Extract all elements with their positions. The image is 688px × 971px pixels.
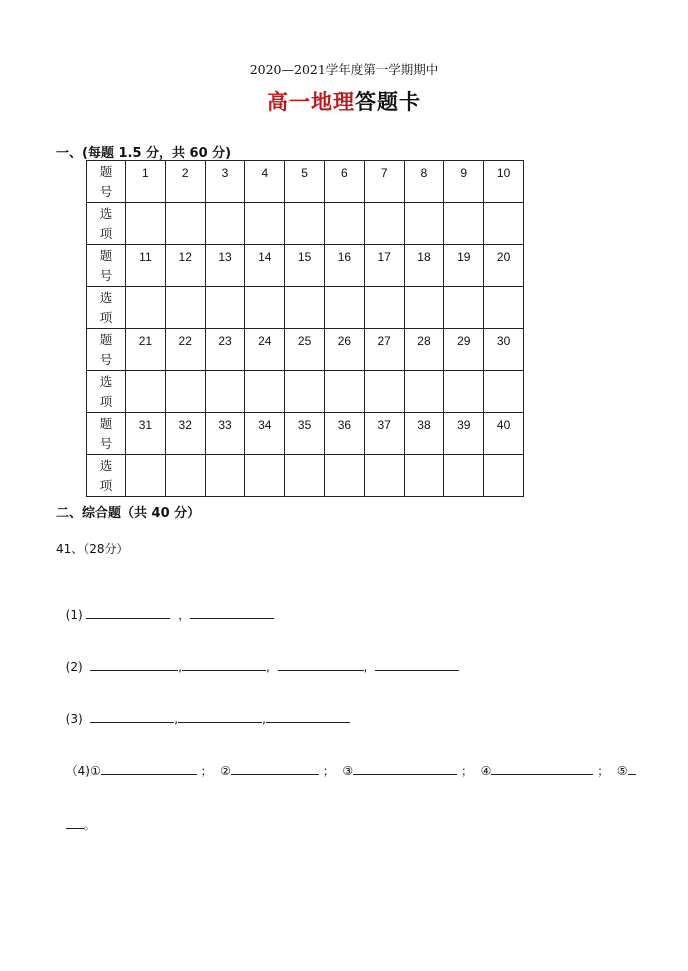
number-row <box>87 413 524 455</box>
answer-cell-29[interactable] <box>444 371 484 413</box>
row-label-number: 题 号 <box>87 329 126 371</box>
answer-cell-5[interactable] <box>285 203 325 245</box>
question-number-cell: 14 <box>245 245 285 287</box>
question-number-cell: 33 <box>205 413 245 455</box>
question-41-part4-continued <box>58 802 96 833</box>
answer-cell-16[interactable] <box>324 287 364 329</box>
answer-cell-1[interactable] <box>126 203 166 245</box>
answer-cell-39[interactable] <box>444 455 484 497</box>
answer-cell-15[interactable] <box>285 287 325 329</box>
answer-cell-11[interactable] <box>126 287 166 329</box>
answer-cell-12[interactable] <box>165 287 205 329</box>
answer-cell-4[interactable] <box>245 203 285 245</box>
separator: , <box>178 660 183 674</box>
part3-label: (3) <box>65 712 83 726</box>
question-41-part3 <box>58 696 350 726</box>
answer-cell-33[interactable] <box>205 455 245 497</box>
question-number-cell: 23 <box>205 329 245 371</box>
question-number-cell: 26 <box>324 329 364 371</box>
question-number-cell: 27 <box>364 329 404 371</box>
question-number-cell: 31 <box>126 413 166 455</box>
question-41-part1 <box>58 592 274 623</box>
question-number-cell: 20 <box>484 245 524 287</box>
answer-cell-6[interactable] <box>324 203 364 245</box>
number-row <box>87 161 524 203</box>
answer-blank[interactable] <box>266 710 350 723</box>
part2-label: (2) <box>65 660 83 674</box>
answer-blank[interactable] <box>628 762 636 775</box>
answer-blank[interactable] <box>86 606 170 619</box>
marker-3: ； ③ <box>322 764 354 778</box>
question-number-cell: 9 <box>444 161 484 203</box>
answer-blank[interactable] <box>101 762 197 775</box>
separator: ， <box>178 608 191 622</box>
row-label-number: 题 号 <box>87 161 126 203</box>
section2-heading: 二、综合题（共 40 分） <box>56 506 201 521</box>
row-label-answer: 选 项 <box>87 455 126 497</box>
question-number-cell: 1 <box>126 161 166 203</box>
question-number-cell: 18 <box>404 245 444 287</box>
answer-cell-27[interactable] <box>364 371 404 413</box>
row-label-answer: 选 项 <box>87 203 126 245</box>
question-number-cell: 29 <box>444 329 484 371</box>
answer-cell-17[interactable] <box>364 287 404 329</box>
marker-5: ； ⑤ <box>597 764 628 778</box>
answer-cell-21[interactable] <box>126 371 166 413</box>
question-number-cell: 3 <box>205 161 245 203</box>
part4-label: （4)① <box>65 764 101 778</box>
separator: , <box>174 712 179 726</box>
answer-row <box>87 287 524 329</box>
answer-cell-34[interactable] <box>245 455 285 497</box>
answer-cell-7[interactable] <box>364 203 404 245</box>
answer-cell-23[interactable] <box>205 371 245 413</box>
answer-blank[interactable] <box>353 762 457 775</box>
answer-cell-31[interactable] <box>126 455 166 497</box>
answer-row <box>87 371 524 413</box>
answer-blank[interactable] <box>491 762 593 775</box>
question-number-cell: 37 <box>364 413 404 455</box>
answer-blank[interactable] <box>178 710 262 723</box>
end-mark: 。 <box>83 818 96 832</box>
separator: , <box>266 660 270 674</box>
question-number-cell: 19 <box>444 245 484 287</box>
answer-cell-32[interactable] <box>165 455 205 497</box>
part1-label: (1) <box>65 608 83 622</box>
answer-cell-25[interactable] <box>285 371 325 413</box>
question-number-cell: 35 <box>285 413 325 455</box>
answer-cell-38[interactable] <box>404 455 444 497</box>
question-number-cell: 7 <box>364 161 404 203</box>
section1-heading: 一、(每题 1.5 分，共 60 分) <box>56 146 232 161</box>
answer-cell-14[interactable] <box>245 287 285 329</box>
question-number-cell: 24 <box>245 329 285 371</box>
answer-blank[interactable] <box>182 658 266 671</box>
question-number-cell: 13 <box>205 245 245 287</box>
marker-2: ； ② <box>200 764 231 778</box>
answer-blank[interactable] <box>90 710 174 723</box>
number-row <box>87 245 524 287</box>
answer-cell-24[interactable] <box>245 371 285 413</box>
question-number-cell: 12 <box>165 245 205 287</box>
question-number-cell: 4 <box>245 161 285 203</box>
question-number-cell: 10 <box>484 161 524 203</box>
answer-cell-22[interactable] <box>165 371 205 413</box>
answer-cell-2[interactable] <box>165 203 205 245</box>
answer-blank[interactable] <box>190 606 274 619</box>
question-41-heading: 41、（28分） <box>56 542 129 556</box>
row-label-answer: 选 项 <box>87 287 126 329</box>
answer-cell-28[interactable] <box>404 371 444 413</box>
question-number-cell: 38 <box>404 413 444 455</box>
separator: , <box>262 712 266 726</box>
answer-cell-9[interactable] <box>444 203 484 245</box>
question-number-cell: 36 <box>324 413 364 455</box>
question-number-cell: 8 <box>404 161 444 203</box>
answer-row <box>87 455 524 497</box>
title-sheet: 答题卡 <box>355 90 421 114</box>
question-41-part4 <box>58 748 636 779</box>
answer-row <box>87 203 524 245</box>
question-number-cell: 6 <box>324 161 364 203</box>
question-number-cell: 21 <box>126 329 166 371</box>
answer-cell-13[interactable] <box>205 287 245 329</box>
question-number-cell: 17 <box>364 245 404 287</box>
marker-4: ； ④ <box>460 764 492 778</box>
question-number-cell: 39 <box>444 413 484 455</box>
answer-cell-30[interactable] <box>484 371 524 413</box>
answer-grid <box>86 160 524 497</box>
question-number-cell: 15 <box>285 245 325 287</box>
question-number-cell: 11 <box>126 245 166 287</box>
question-number-cell: 34 <box>245 413 285 455</box>
question-number-cell: 30 <box>484 329 524 371</box>
answer-blank[interactable] <box>375 658 459 671</box>
page-title <box>0 86 688 116</box>
answer-cell-35[interactable] <box>285 455 325 497</box>
row-label-answer: 选 项 <box>87 371 126 413</box>
answer-blank[interactable] <box>278 658 364 671</box>
question-number-cell: 25 <box>285 329 325 371</box>
title-subject: 高一地理 <box>267 90 355 114</box>
answer-blank[interactable] <box>90 658 178 671</box>
answer-cell-37[interactable] <box>364 455 404 497</box>
answer-blank[interactable] <box>231 762 319 775</box>
answer-cell-19[interactable] <box>444 287 484 329</box>
row-label-number: 题 号 <box>87 413 126 455</box>
question-number-cell: 22 <box>165 329 205 371</box>
answer-cell-10[interactable] <box>484 203 524 245</box>
answer-cell-8[interactable] <box>404 203 444 245</box>
answer-cell-40[interactable] <box>484 455 524 497</box>
question-number-cell: 2 <box>165 161 205 203</box>
answer-blank[interactable] <box>66 816 84 829</box>
question-number-cell: 40 <box>484 413 524 455</box>
question-number-cell: 16 <box>324 245 364 287</box>
answer-cell-36[interactable] <box>324 455 364 497</box>
exam-subtitle: 2020—2021学年度第一学期期中 <box>249 62 439 77</box>
question-number-cell: 5 <box>285 161 325 203</box>
question-41-part2: (2) , , , <box>58 644 459 674</box>
row-label-number: 题 号 <box>87 245 126 287</box>
answer-cell-18[interactable] <box>404 287 444 329</box>
question-number-cell: 28 <box>404 329 444 371</box>
question-number-cell: 32 <box>165 413 205 455</box>
number-row <box>87 329 524 371</box>
answer-cell-20[interactable] <box>484 287 524 329</box>
answer-cell-3[interactable] <box>205 203 245 245</box>
answer-cell-26[interactable] <box>324 371 364 413</box>
